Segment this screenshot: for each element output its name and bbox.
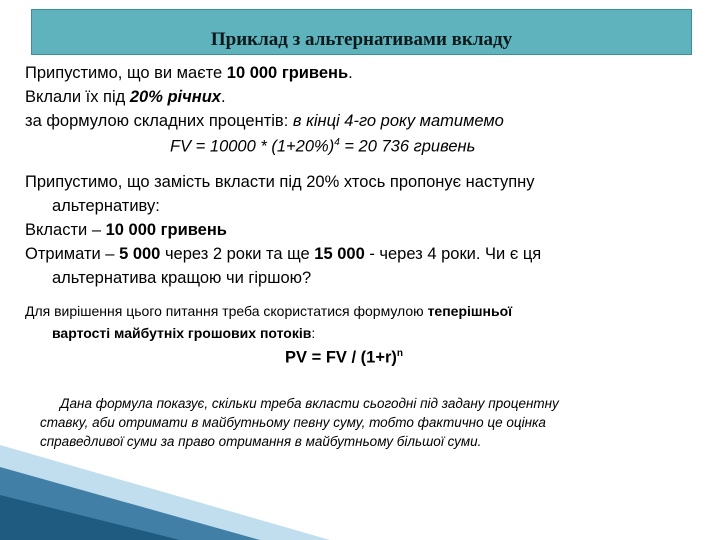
text-part: Припустимо, що ви маєте bbox=[25, 64, 227, 82]
alt-line-1: Припустимо, що замість вкласти під 20% хтось пропонує наступну bbox=[25, 173, 535, 191]
text-part: : bbox=[311, 325, 316, 341]
text-part: Для вирішення цього питання треба скористатися формулою bbox=[25, 303, 428, 319]
pv-line-2 bbox=[52, 325, 315, 341]
title-bar bbox=[31, 9, 692, 55]
term-text: теперішньої bbox=[427, 303, 513, 319]
note-line-3: справедливої суми за право отримання в майбутньому більшої суми. bbox=[40, 434, 482, 449]
alt-line-4 bbox=[25, 245, 541, 264]
formula-exponent: n bbox=[396, 348, 403, 359]
text-part: Вклали їх під bbox=[25, 88, 130, 106]
formula-exponent: 4 bbox=[334, 137, 340, 148]
corner-decoration bbox=[0, 445, 330, 540]
intro-line-2 bbox=[25, 88, 226, 107]
text-part: Вкласти – bbox=[25, 221, 106, 239]
text-part: . bbox=[221, 88, 226, 106]
note-line-1: Дана формула показує, скільки треба вкласти сьогодні під задану процентну bbox=[60, 396, 559, 411]
formula-base: PV = FV / (1+r) bbox=[285, 348, 397, 367]
text-part: - через 4 роки. Чи є ця bbox=[364, 245, 542, 263]
intro-line-3 bbox=[25, 112, 504, 131]
text-part: Отримати – bbox=[25, 245, 120, 263]
pv-line-1 bbox=[25, 303, 512, 319]
text-part: за формулою складних процентів: bbox=[25, 112, 293, 130]
text-part: через 2 роки та ще bbox=[160, 245, 315, 263]
text-part: . bbox=[348, 64, 353, 82]
note-line-2: ставку, аби отримати в майбутньому певну суму, тобто фактично це оцінка bbox=[40, 415, 546, 430]
amount-text: 5 000 bbox=[119, 245, 161, 263]
rate-text: 20% річних bbox=[129, 88, 221, 106]
alt-line-5: альтернатива кращою чи гіршою? bbox=[52, 269, 312, 287]
term-text: вартості майбутніх грошових потоків bbox=[52, 325, 312, 341]
formula-base: FV = 10000 * (1+20%) bbox=[170, 137, 335, 156]
alt-line-3 bbox=[25, 221, 227, 240]
fv-formula bbox=[170, 137, 475, 157]
formula-result: = 20 736 гривень bbox=[339, 137, 476, 156]
alt-line-2: альтернативу: bbox=[52, 197, 160, 215]
pv-formula bbox=[285, 348, 403, 368]
intro-line-1 bbox=[25, 64, 353, 83]
slide-title: Приклад з альтернативами вкладу bbox=[210, 29, 513, 50]
amount-text: 10 000 гривень bbox=[226, 64, 349, 82]
amount-text: 10 000 гривень bbox=[105, 221, 227, 239]
text-part: в кінці 4-го року матимемо bbox=[292, 112, 504, 130]
amount-text: 15 000 bbox=[314, 245, 365, 263]
